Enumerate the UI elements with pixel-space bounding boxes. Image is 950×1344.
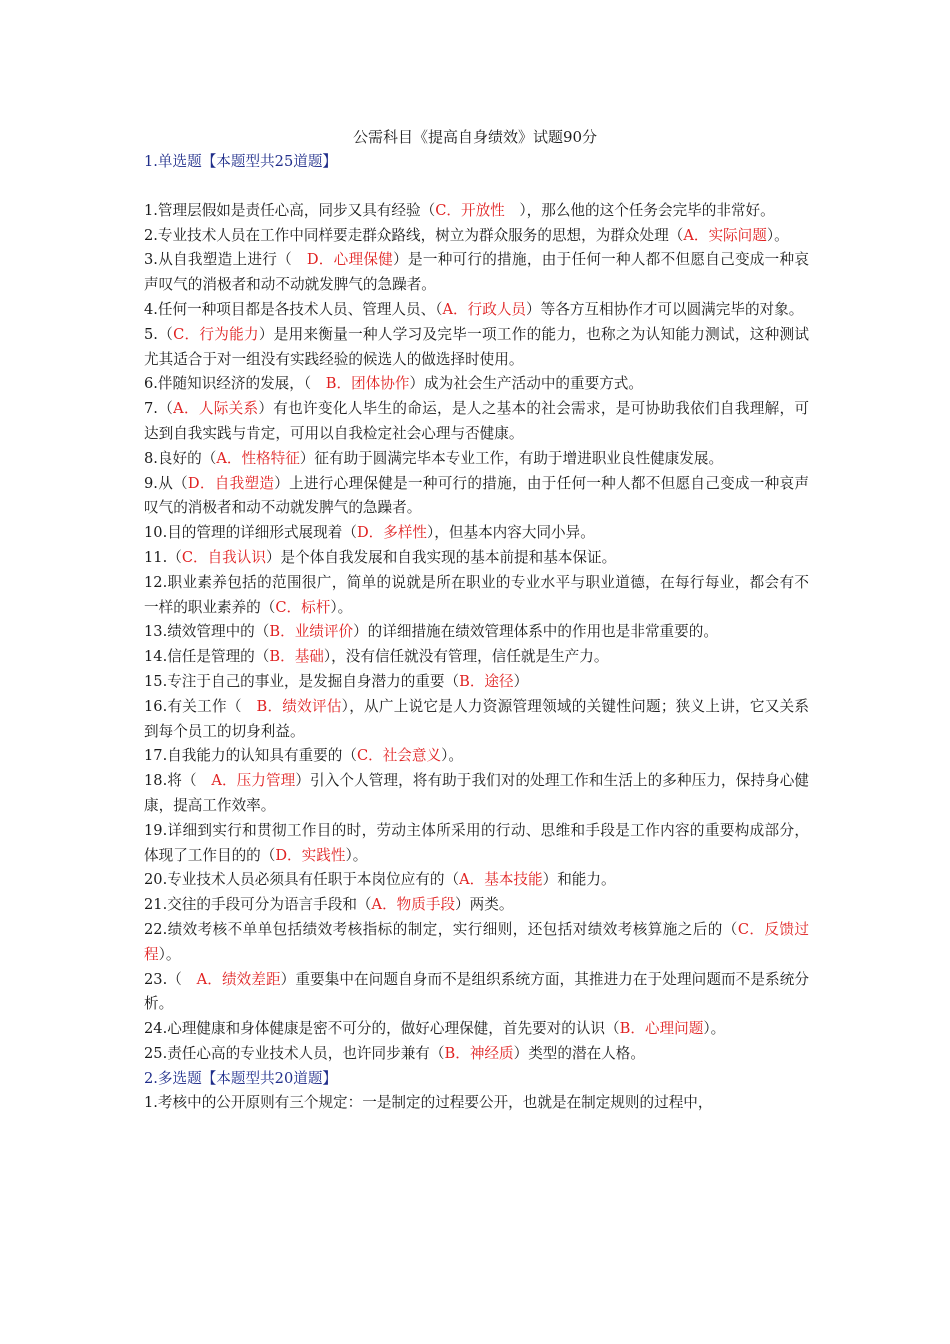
spacer: [144, 175, 809, 199]
question-text-end: ）成为社会生产活动中的重要方式。: [409, 375, 643, 393]
answer-text: A．物质手段: [371, 896, 456, 914]
question-item: [144, 199, 809, 224]
answer-text: D．多样性: [356, 524, 428, 542]
question-text-end: ）是一种可行的措施，由于任何一种人都不但愿自己变成一种哀声叹气的消极者和动不动就发脾气的急躁者。: [144, 251, 809, 294]
question-item: [144, 397, 809, 447]
question-text-end: ）重要集中在问题自身而不是组织系统方面，其推进力在于处理问题而不是系统分析。: [144, 970, 809, 1013]
answer-text: B．基础: [269, 648, 324, 666]
question-item: [144, 620, 809, 645]
question-item: [144, 447, 809, 472]
question-text: 13.绩效管理中的（: [144, 623, 270, 641]
question-text: 20.专业技术人员必须具有任职于本岗位应有的（: [144, 871, 460, 889]
question-text: 5.（: [144, 325, 174, 343]
answer-text: D．心理保健: [306, 251, 394, 269]
question-text-end: ）有也许变化人毕生的命运，是人之基本的社会需求，是可协助我依们自我理解，可达到自我实践与肯定，可用以自我检定社会心理与否健康。: [144, 400, 809, 442]
question-item: [144, 819, 809, 869]
question-item: [144, 521, 809, 546]
question-text: 22.绩效考核不单单包括绩效考核指标的制定，实行细则，还包括对绩效考核算施之后的（: [144, 920, 738, 938]
question-text-end: ）。: [766, 226, 789, 244]
question-text: 1.考核中的公开原则有三个规定：一是制定的过程要公开，也就是在制定规则的过程中，: [144, 1094, 713, 1112]
question-text-end: ）。: [703, 1020, 726, 1038]
answer-text: A．行政人员: [442, 300, 527, 318]
question-item: [144, 224, 809, 249]
question-item: [144, 298, 809, 323]
answer-text: B．途径: [459, 672, 514, 690]
question-item: [144, 1091, 809, 1116]
question-text-end: ）等各方互相协作才可以圆满完毕的对象。: [526, 300, 804, 318]
question-item: [144, 472, 809, 522]
answer-text: D．自我塑造: [187, 474, 275, 492]
question-text: 14.信任是管理的（: [144, 648, 270, 666]
answer-text: B．团体协作: [325, 375, 410, 393]
question-text-end: ）是个体自我发展和自我实现的基本前提和基本保证。: [265, 548, 617, 566]
question-text: 25.责任心高的专业技术人员，也许同步兼有（: [144, 1044, 445, 1062]
question-text-end: ）引入个人管理，将有助于我们对的处理工作和生活上的多种压力，保持身心健康，提高工作效率。: [144, 772, 809, 814]
question-text-end: ），那么他的这个任务会完毕的非常好。: [519, 201, 775, 219]
answer-text: A．基本技能: [459, 871, 543, 889]
question-text: 18.将（: [144, 772, 212, 790]
question-text-end: ）类型的潜在人格。: [513, 1044, 645, 1062]
question-text: 15.专注于自己的事业，是发掘自身潜力的重要（: [144, 672, 460, 690]
question-text: 9.从（: [144, 474, 188, 492]
question-item: [144, 893, 809, 918]
answer-text: C．反馈过程: [144, 920, 809, 963]
question-text-end: ）: [513, 672, 529, 690]
question-item: [144, 546, 809, 571]
question-text: 6.伴随知识经济的发展，（: [144, 375, 326, 393]
question-text: 10.目的管理的详细形式展现着（: [144, 524, 357, 542]
answer-text: A．人际关系: [173, 400, 259, 418]
question-text: 8.良好的（: [144, 449, 217, 467]
question-text-end: ）。: [345, 846, 368, 864]
answer-text: A．性格特征: [216, 449, 300, 467]
question-item: [144, 645, 809, 670]
question-text-end: ），没有信任就没有管理，信任就是生产力。: [323, 648, 609, 666]
question-text: 24.心理健康和身体健康是密不可分的，做好心理保健，首先要对的认识（: [144, 1020, 620, 1038]
question-text-end: ）。: [158, 945, 181, 963]
question-text: 3.从自我塑造上进行（: [144, 251, 307, 269]
question-item: [144, 670, 809, 695]
answer-text: A．压力管理: [211, 772, 296, 790]
answer-text: B．业绩评价: [269, 623, 354, 641]
question-text-end: ）是用来衡量一种人学习及完毕一项工作的能力，也称之为认知能力测试，这种测试尤其适合于对一组没有实践经验的候选人的做选择时使用。: [144, 325, 809, 368]
question-text: 23.（: [144, 970, 197, 988]
answer-text: B．心理问题: [619, 1020, 704, 1038]
question-text-end: ）征有助于圆满完毕本专业工作，有助于增进职业良性健康发展。: [299, 449, 724, 467]
question-item: [144, 248, 809, 298]
answer-text: B．绩效评估: [256, 697, 342, 715]
answer-text: B．神经质: [444, 1044, 514, 1062]
question-item: [144, 918, 809, 968]
question-text: 11.（: [144, 548, 182, 566]
question-item: [144, 1042, 809, 1067]
question-item: [144, 571, 809, 621]
question-item: [144, 323, 809, 373]
question-text: 7.（: [144, 400, 174, 418]
question-text-end: ）的详细措施在绩效管理体系中的作用也是非常重要的。: [353, 623, 718, 641]
question-item: [144, 968, 809, 1018]
document-body: [144, 150, 809, 1116]
question-text-end: ）和能力。: [542, 871, 616, 889]
answer-text: C．标杆: [275, 598, 331, 616]
answer-text: C．开放性: [435, 201, 520, 219]
answer-text: C．社会意义: [356, 747, 442, 765]
question-text: 2.专业技术人员在工作中同样要走群众路线，树立为群众服务的思想，为群众处理（: [144, 226, 684, 244]
question-list-multiple-choice: [144, 1091, 809, 1116]
answer-text: C．自我认识: [181, 548, 266, 566]
question-item: [144, 868, 809, 893]
answer-text: D．实践性: [275, 846, 346, 864]
question-text-end: ），但基本内容大同小异。: [427, 524, 595, 542]
question-item: [144, 1017, 809, 1042]
section-heading-single-choice: 1.单选题【本题型共25道题】: [144, 153, 338, 170]
question-item: [144, 744, 809, 769]
question-text-end: ）。: [330, 598, 353, 616]
question-text: 21.交往的手段可分为语言手段和（: [144, 896, 372, 914]
section-heading-multiple-choice: 2.多选题【本题型共20道题】: [144, 1069, 338, 1087]
question-text: 17.自我能力的认知具有重要的（: [144, 747, 357, 765]
question-text: 16.有关工作（: [144, 697, 257, 715]
answer-text: C．行为能力: [173, 325, 259, 343]
answer-text: A．实际问题: [683, 226, 767, 244]
question-item: [144, 769, 809, 819]
question-text-end: ）上进行心理保健是一种可行的措施，由于任何一种人都不但愿自己变成一种哀声叹气的消极者和动不动就发脾气的急躁者。: [144, 474, 809, 517]
answer-text: A．绩效差距: [196, 970, 281, 988]
question-list-single-choice: [144, 199, 809, 1067]
question-text-end: ）两类。: [455, 896, 514, 914]
question-text: 19.详细到实行和贯彻工作目的时，劳动主体所采用的行动、思维和手段是工作内容的重要构成部分，体现了工作目的的（: [144, 821, 809, 864]
question-text: 12.职业素养包括的范围很广，简单的说就是所在职业的专业水平与职业道德，在每行每业，都会有不一样的职业素养的（: [144, 573, 809, 616]
question-text-end: ）。: [441, 747, 463, 765]
question-text-end: ），从广上说它是人力资源管理领域的关键性问题；狭义上讲，它又关系到每个员工的切身利益。: [144, 697, 809, 740]
question-text: 1.管理层假如是责任心高，同步又具有经验（: [144, 201, 436, 219]
page-title: 公需科目《提高自身绩效》试题90分: [352, 128, 598, 146]
question-text: 4.任何一种项目都是各技术人员、管理人员、（: [144, 300, 443, 318]
question-item: [144, 695, 809, 745]
question-item: [144, 372, 809, 397]
